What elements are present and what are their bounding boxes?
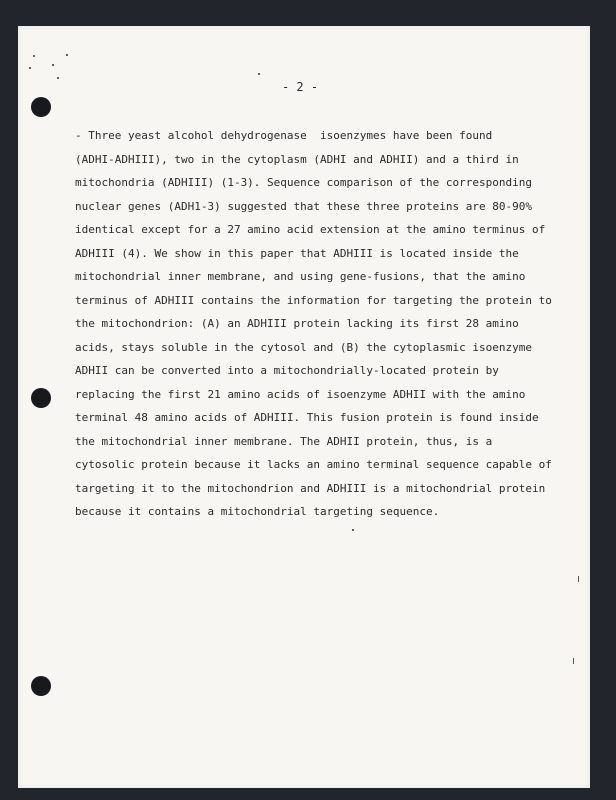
scan-speck — [66, 54, 68, 56]
text-line: terminus of ADHIII contains the information for targeting the protein to — [75, 293, 552, 307]
punch-hole-bottom — [31, 676, 51, 696]
scan-speck — [57, 77, 59, 79]
scan-mark — [578, 576, 579, 582]
text-line: because it contains a mitochondrial targeting sequence. — [75, 505, 440, 518]
punch-hole-top — [31, 97, 51, 117]
text-line: the mitochondrial inner membrane. The ADHII protein, thus, is a — [75, 434, 493, 448]
text-line: identical except for a 27 amino acid extension at the amino terminus of — [75, 223, 546, 236]
scan-speck — [33, 55, 35, 57]
text-line: (ADHI-ADHIII), two in the cytoplasm (ADHI and ADHII) and a third in — [75, 152, 519, 166]
scan-speck — [29, 67, 31, 69]
text-line: targeting it to the mitochondrion and ADHIII is a mitochondrial protein — [75, 481, 546, 495]
scan-speck — [52, 64, 54, 66]
text-line: cytosolic protein because it lacks an amino terminal sequence capable of — [75, 458, 552, 471]
page-number: - 2 - — [281, 80, 319, 94]
text-line: acids, stays soluble in the cytosol and (B) the cytoplasmic isoenzyme — [75, 340, 532, 354]
scan-mark — [573, 658, 574, 664]
text-line: mitochondrial inner membrane, and using gene-fusions, that the amino — [75, 270, 526, 283]
text-line: ADHII can be converted into a mitochondrially-located protein by — [75, 364, 499, 377]
scan-speck — [352, 529, 354, 531]
text-line: replacing the first 21 amino acids of isoenzyme ADHII with the amino — [75, 387, 526, 401]
text-line: ADHIII (4). We show in this paper that ADHIII is located inside the — [75, 246, 519, 260]
scan-speck — [258, 73, 260, 75]
text-line: - Three yeast alcohol dehydrogenase isoenzymes have been found — [75, 129, 493, 142]
text-line: the mitochondrion: (A) an ADHIII protein lacking its first 28 amino — [75, 317, 519, 330]
body-paragraph — [75, 124, 575, 524]
text-line: nuclear genes (ADH1-3) suggested that these three proteins are 80-90% — [75, 199, 532, 213]
punch-hole-middle — [31, 388, 51, 408]
text-line: mitochondria (ADHIII) (1-3). Sequence comparison of the corresponding — [75, 176, 532, 189]
text-line: terminal 48 amino acids of ADHIII. This fusion protein is found inside — [75, 411, 539, 424]
